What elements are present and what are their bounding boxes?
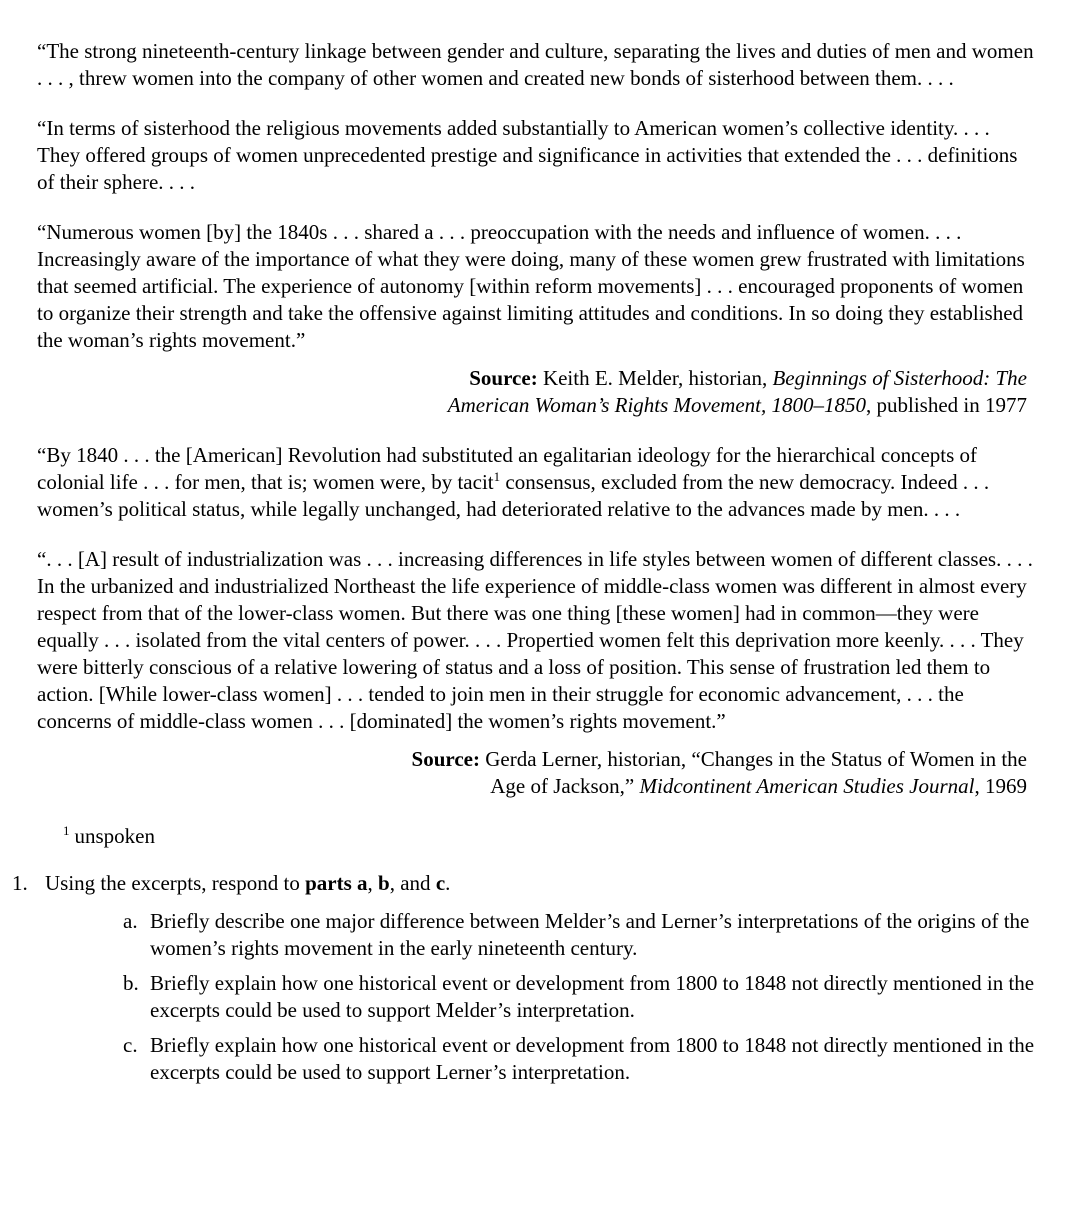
excerpt-melder — [0, 38, 1080, 419]
part-c-letter: c. — [123, 1033, 138, 1057]
question-prompt: Using the excerpts, respond to parts a, b, and c. — [45, 871, 451, 895]
footnote-text: unspoken — [74, 824, 155, 848]
lerner-source-attribution — [300, 746, 1027, 800]
question-part-c — [123, 1032, 1058, 1086]
question-part-b — [123, 970, 1058, 1024]
part-b-letter: b. — [123, 971, 139, 995]
excerpt-lerner — [0, 442, 1080, 800]
part-b-text: Briefly explain how one historical event or development from 1800 to 1848 not directly mentioned in the excerpts could be used to support Melder’s interpretation. — [150, 971, 1035, 1022]
part-c-text: Briefly explain how one historical event or development from 1800 to 1848 not directly mentioned in the excerpts could be used to support Lerner’s interpretation. — [150, 1033, 1035, 1084]
question-1 — [0, 870, 1080, 1086]
melder-source-attribution — [300, 365, 1027, 419]
melder-source-line-2: American Woman’s Rights Movement, 1800–1850, published in 1977 — [447, 393, 1027, 417]
question-prompt-row — [12, 870, 1050, 897]
melder-paragraph-3: “Numerous women [by] the 1840s . . . shared a . . . preoccupation with the needs and influence of women. . . . Increasingly aware of the importance of what they were doing, many of these women grew frustrated with limitations that seemed artificial. The experience of autonomy [within reform movements] . . . encouraged proponents of women to organize their strength and take the offensive against limiting attitudes and conditions. In so doing they established the woman’s rights movement.” — [37, 220, 1025, 352]
melder-paragraph-2: “In terms of sisterhood the religious movements added substantially to American women’s collective identity. . . . They offered groups of women unprecedented prestige and significance in activities that extended the . . . definitions of their sphere. . . . — [37, 116, 1018, 194]
lerner-source-line-2: Age of Jackson,” Midcontinent American Studies Journal, 1969 — [490, 774, 1027, 798]
lerner-paragraph-2: “. . . [A] result of industrialization was . . . increasing differences in life styles between women of different classes. . . . In the urbanized and industrialized Northeast the life experience of middle-class women was different in almost every respect from that of the lower-class women. But there was one thing [these women] had in common—they were equally . . . isolated from the vital centers of power. . . . Propertied women felt this deprivation more keenly. . . . They were bitterly conscious of a relative lowering of status and a loss of position. This sense of frustration led them to action. [While lower-class women] . . . tended to join men in their struggle for economic advancement, . . . the concerns of middle-class women . . . [dominated] the women’s rights movement.” — [37, 547, 1033, 733]
question-number: 1. — [12, 871, 28, 895]
lerner-source-line-1: Source: Gerda Lerner, historian, “Changes in the Status of Women in the — [411, 747, 1027, 771]
footnote — [63, 823, 1080, 850]
lerner-paragraph-1: “By 1840 . . . the [American] Revolution had substituted an egalitarian ideology for the hierarchical concepts of colonial life . . . for men, that is; women were, by tacit$^1$ consensus, excluded from the new democracy. Indeed . . . women’s political status, while legally unchanged, had deteriorated relative to the advances made by men. . . . — [37, 443, 990, 521]
melder-source-line-1: Source: Keith E. Melder, historian, Beginnings of Sisterhood: The — [469, 366, 1027, 390]
part-a-letter: a. — [123, 909, 138, 933]
footnote-marker: 1 — [63, 823, 70, 838]
question-part-a — [123, 908, 1058, 962]
part-a-text: Briefly describe one major difference between Melder’s and Lerner’s interpretations of the origins of the women’s rights movement in the early nineteenth century. — [150, 909, 1030, 960]
melder-paragraph-1: “The strong nineteenth-century linkage between gender and culture, separating the lives and duties of men and women . . . , threw women into the company of other women and created new bonds of sisterhood between them. . . . — [37, 39, 1034, 90]
